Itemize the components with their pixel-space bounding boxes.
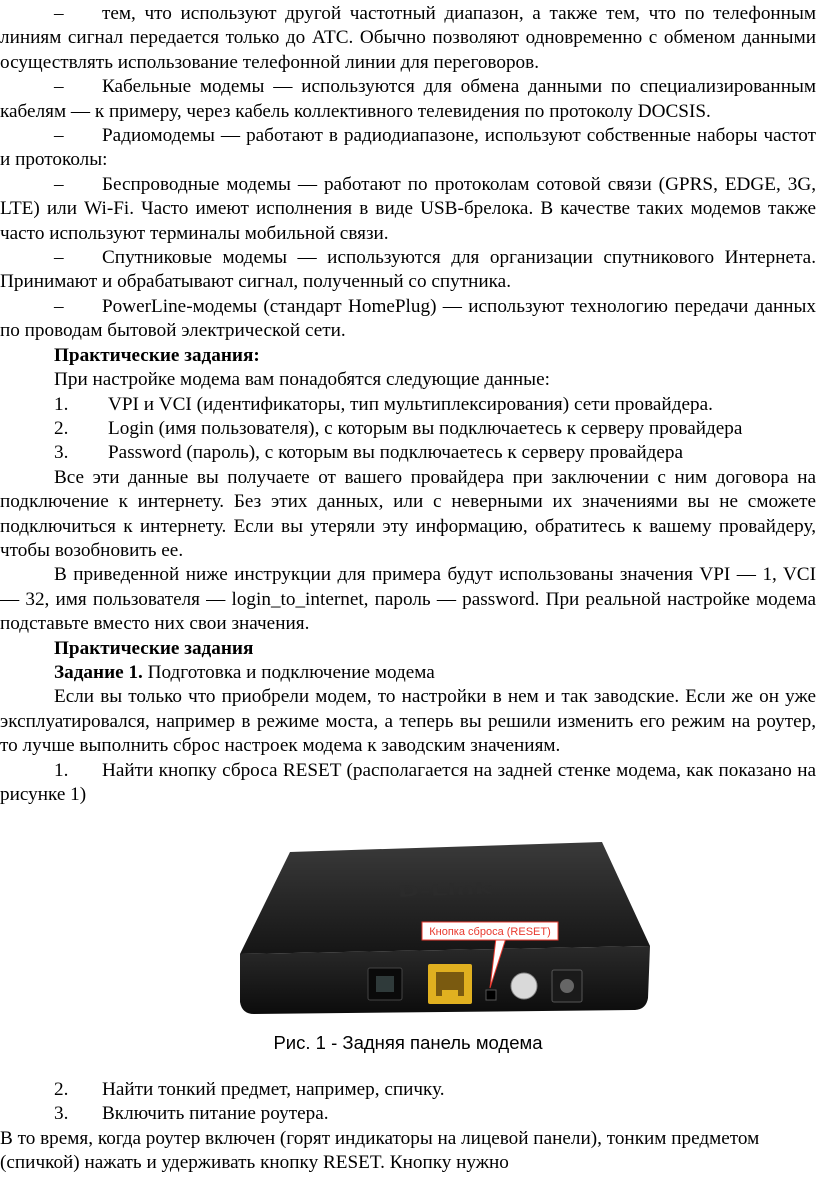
figure-caption: Рис. 1 - Задняя панель модема [273,1032,543,1053]
callout-label: Кнопка сброса (RESET) [429,926,551,938]
modem-photo [230,834,656,1020]
item-text: VPI и VCI (идентификаторы, тип мультиплексирования) сети провайдера. [108,393,713,415]
section-heading: Практические задания: [54,344,260,366]
task-heading [0,661,816,685]
power-button-icon [511,973,537,999]
step-number: 2. [54,1079,69,1100]
list-item [0,173,816,246]
step-item [0,759,816,808]
list-item-text: PowerLine-модемы (стандарт HomePlug) — используют технологию передачи данных по проводам бытовой электрической сети. [0,295,816,342]
paragraph-example: В приведенной ниже инструкции для примера будут использованы значения VPI — 1, VCI — 32, имя пользователя — login_to_internet, пароль — password. При реальной настройке модема подставьте вместо них свои значения. [0,564,816,635]
list-item-text: тем, что используют другой частотный диапазон, а также тем, что по телефонным линиям сигнал передается только до АТС. Обычно позволяют одновременно с обменом данными осуществлять использование телефонной линии для переговоров. [0,3,816,73]
list-item [0,124,816,173]
step-text: Найти тонкий предмет, например, спичку. [102,1079,445,1100]
item-number: 1. [54,393,69,415]
step-text: Включить питание роутера. [102,1103,329,1125]
reset-hole-icon [486,990,496,1000]
item-text: Login (имя пользователя), с которым вы подключаетесь к серверу провайдера [108,417,743,439]
modem-types-list [0,2,816,807]
list-item-text: Беспроводные модемы — работают по протоколам сотовой связи (GPRS, EDGE, 3G, LTE) или Wi-Fi. Часто имеют исполнения в виде USB-брелока. В качестве таких модемов также часто используют терминалы мобильной связи. [0,173,816,244]
item-text: Password (пароль), с которым вы подключаетесь к серверу провайдера [108,442,683,464]
step-text: Найти кнопку сброса RESET (располагается на задней стенке модема, как показано на рисунке 1) [0,759,816,805]
item-number: 3. [54,442,69,464]
step-number: 1. [54,759,69,781]
dash-marker: – [54,125,64,147]
step-item [0,1102,816,1126]
intro-text: При настройке модема вам понадобятся следующие данные: [54,369,550,391]
step-item [0,1078,816,1102]
paragraph-reset: Если вы только что приобрели модем, то настройки в нем и так заводские. Если же он уже эксплуатировался, например в режиме моста, а теперь вы решили изменить его режим на роутер, то лучше выполнить сброс настроек модема к заводским значениям. [0,686,816,757]
list-item [0,246,816,295]
list-item-text: Кабельные модемы — используются для обмена данными по специализированным кабелям — к примеру, через кабель коллективного телевидения по протоколу DOCSIS. [0,76,816,122]
steps-continued [0,1078,816,1176]
requirement-item [0,393,816,417]
section-heading-2: Практические задания [54,637,254,659]
step-number: 3. [54,1103,69,1125]
brand-embossing: D-Link [397,879,493,902]
paragraph-data: Все эти данные вы получаете от вашего провайдера при заключении с ним договора на подключение к интернету. Без этих данных, или с неверными их значениями вы не сможете подключиться к интернету. Если вы утеряли эту информацию, обратитесь к вашему провайдеру, чтобы возобновить ее. [0,466,816,561]
list-item [0,75,816,124]
dash-marker: – [54,295,64,317]
dash-marker: – [54,173,64,195]
task-label: Задание 1. [54,661,143,683]
dash-marker: – [54,247,64,269]
dash-marker: – [54,76,64,98]
requirement-item [0,441,816,465]
list-item [0,2,816,75]
dash-marker: – [54,3,64,24]
tail-paragraph: В то время, когда роутер включен (горят индикаторы на лицевой панели), тонким предметом (спичкой) нажать и удерживать кнопку RESET. Кнопку нужно [0,1127,760,1174]
task-title: Подготовка и подключение модема [142,661,435,683]
list-item [0,295,816,344]
list-item-text: Радиомодемы — работают в радиодиапазоне, используют собственные наборы частот и протоколы: [0,125,816,171]
requirement-item [0,417,816,441]
item-number: 2. [54,417,69,439]
list-item-text: Спутниковые модемы — используются для организации спутникового Интернета. Принимают и обрабатывают сигнал, полученный со спутника. [0,247,816,293]
